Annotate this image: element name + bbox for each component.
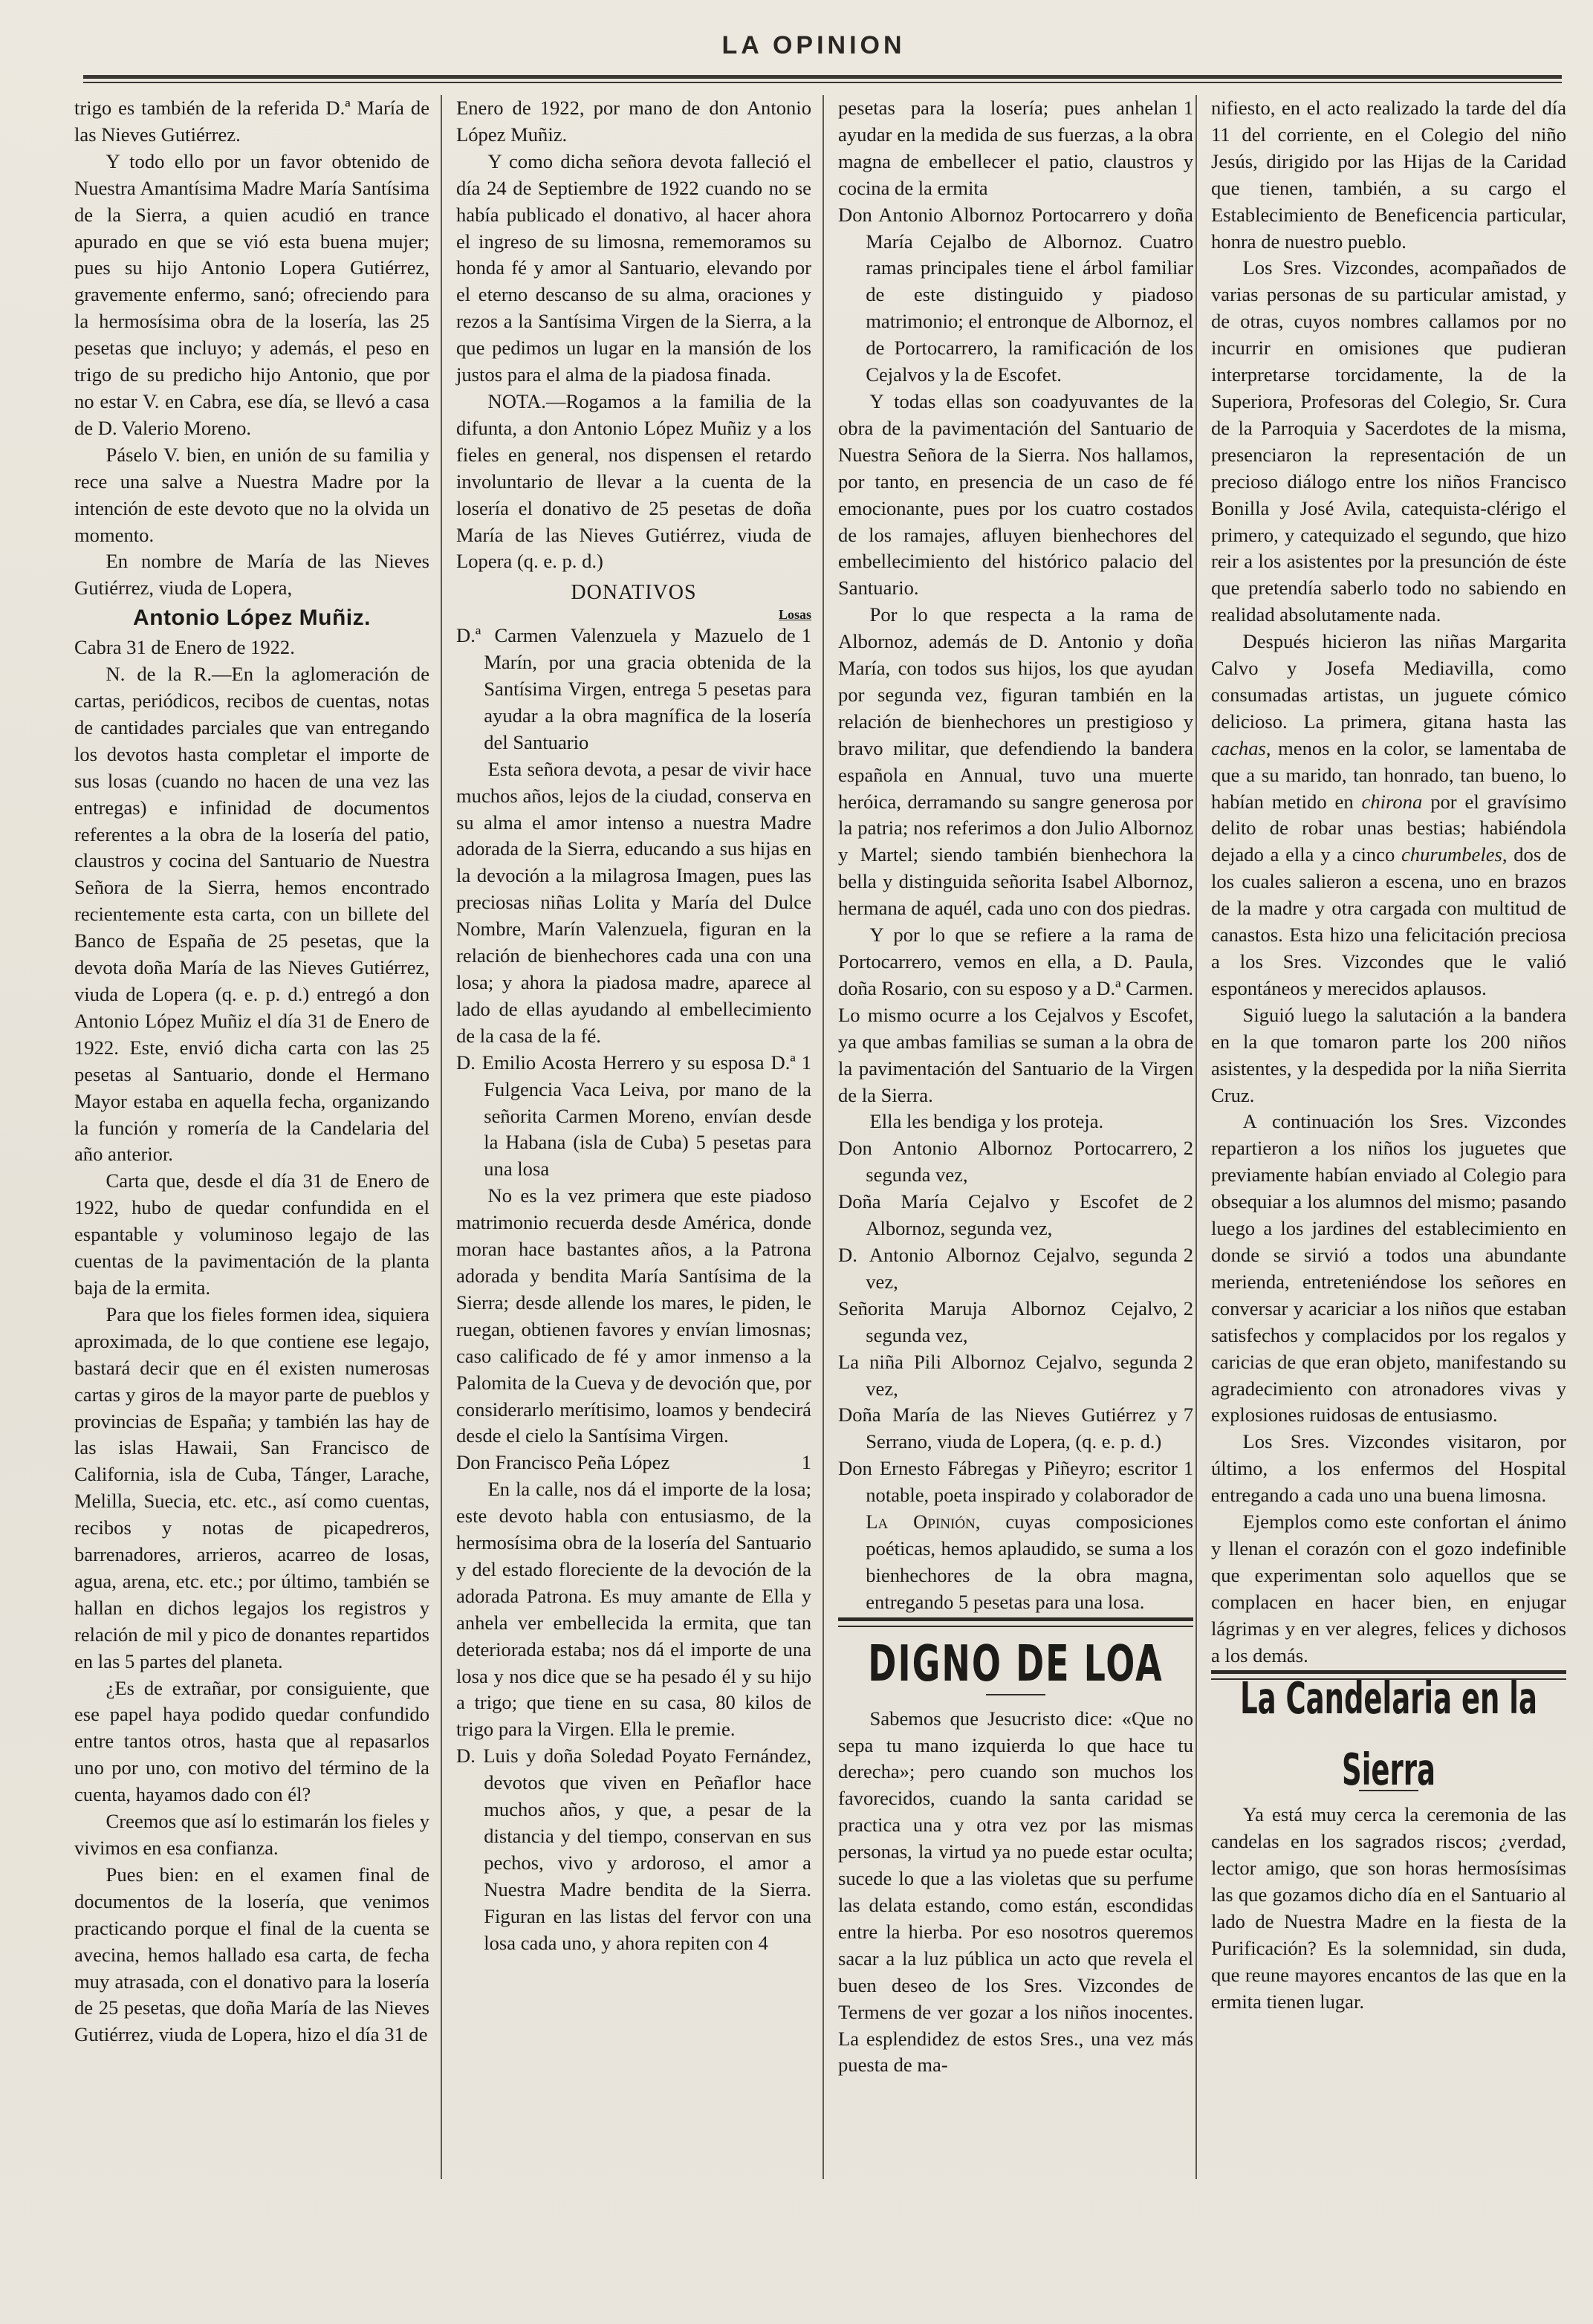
paragraph: Sabemos que Jesucristo dice: «Que no sepa tu mano izquierda lo que hace tu derecha»; pero cuando son muchos los favorecidos, cuando la santa caridad se practica una y otra vez por las mismas personas, la virtud ya no puede estar oculta; sucede lo que a las violetas que su perfume las delata estando, como están, escondidas entre la hierba. Por eso nosotros queremos sacar a la luz pública un acto que revela el buen deseo de los Sres. Vizcondes de Termens de ver gozar a los niños inocentes. La esplendidez de estos Sres., una vez más puesta de ma- <box>838 1707 1193 2077</box>
losas-label: Losas <box>778 607 811 623</box>
donation-amount: 1 <box>1183 1457 1193 1480</box>
column-separator-3 <box>1195 95 1197 2179</box>
paragraph: trigo es también de la referida D.ª María de las Nieves Gutiérrez. <box>74 97 429 146</box>
paragraph: Ejemplos como este confortan el ánimo y llenan el corazón con el gozo indefinible que experimentan solo aquellos que se complacen en hacer bien, en enjugar lágrimas y en ver alegres, felices y dichosos a los demás. <box>1211 1510 1566 1666</box>
italic-word: churumbeles <box>1401 843 1502 866</box>
donor-name: Señorita Maruja Albornoz Cejalvo, segunda vez, <box>838 1296 1178 1346</box>
donation-entry <box>838 1135 1193 1189</box>
donation-amount: 1 <box>1183 97 1193 119</box>
donativos-heading: DONATIVOS <box>571 581 697 605</box>
paragraph: En la calle, nos dá el importe de la losa; este devoto habla con entusiasmo, de la hermosísima obra de la losería del Santuario y del estado floreciente de la devoción de la adorada Patrona. Es muy amante de Ella y anhela ver embellecida la ermita, que tan deteriorada estaba; nos dá el importe de una losa y nos dice que se ha pesado él y su hijo a trigo; que tiene en su casa, 80 kilos de trigo para la Virgen. Ella le premie. <box>456 1478 811 1741</box>
section-rule <box>838 1617 1193 1621</box>
article-headline: La Candelaria en la Sierra <box>1240 1673 1537 1796</box>
page-header-title: LA OPINION <box>721 31 906 59</box>
donation-amount: 1 <box>801 624 811 647</box>
paragraph-text: , menos en la color, se lamentaba de que a su marido, tan honrado, tan bueno, lo habían metido en <box>1211 736 1566 813</box>
paragraph: A continuación los Sres. Vizcondes repartieron a los niños los juguetes que previamente habían enviado al Colegio para obsequiar a los alumnos del mismo; pasando luego a los jardines del establecimiento en donde se sirvió a todos una abundante merienda, entreteniéndose los señores en conversar y acariciar a los niños que estaban satisfechos y complacidos por los regalos y caricias de que eran objeto, manifestando su agradecimiento con atronadores vivas y explosiones ruidosas de entusiasmo. <box>1211 1110 1566 1426</box>
donation-entry <box>456 1743 811 1956</box>
letter-signature: Antonio López Muñiz. <box>133 606 371 631</box>
article-headline: DIGNO DE LOA <box>868 1634 1164 1692</box>
paragraph-text: Después hicieron las niñas Margarita Calvo y Josefa Mediavilla, como consumadas artistas, un juguete cómico delicioso. La primera, gitana hasta las <box>1211 630 1566 733</box>
donation-entry: Don Antonio Albornoz Portocarrero y doña María Cejalbo de Albornoz. Cuatro ramas principales tiene el árbol familiar de este distinguido y piadoso matrimonio; el entronque de Albornoz, el de Portocarrero, la ramificación de los Cejalvos y la de Escofet. <box>838 203 1193 386</box>
paragraph <box>1211 629 1566 1002</box>
donation-entry <box>838 1402 1193 1455</box>
header-rule-thin <box>83 82 1562 83</box>
donation-amount: 1 <box>801 1051 811 1074</box>
paragraph: N. de la R.—En la aglomeración de cartas, periódicos, recibos de cuentas, notas de cantidades parciales que van entregando los devotos hasta completar el importe de sus losas (cuando no hacen de una vez las entregas) e infinidad de documentos referentes a la obra de la losería del patio, claustros y cocina del Santuario de Nuestra Señora de la Sierra, hemos encontrado recientemente esta carta, con un billete del Banco de España de 25 pesetas, que la devota doña María de las Nieves Gutiérrez, viuda de Lopera (q. e. p. d.) entregó a don Antonio López Muñiz el día 31 de Enero de 1922. Este, envió dicha carta con las 25 pesetas al Santuario, donde el Hermano Mayor estaba en aquella fecha, organizando la función y romería de la Candelaria del año anterior. <box>74 663 429 1166</box>
italic-word: chirona <box>1361 790 1423 813</box>
column-separator-1 <box>441 95 442 2179</box>
donor-name: D.ª Carmen Valenzuela y Mazuelo de Marín, por una gracia obtenida de la Santísima Virgen, entrega 5 pesetas para ayudar a la obra magnífica de la losería del Santuario <box>456 624 811 753</box>
donation-entry <box>838 1242 1193 1296</box>
paragraph: Esta señora devota, a pesar de vivir hace muchos años, lejos de la ciudad, conserva en su alma el amor intenso a nuestra Madre adorada de la Sierra, educando a sus hijas en la devoción a la milagrosa Imagen, pues las preciosas niñas Lolita y María del Dulce Nombre, Marín Valenzuela, figuran en la relación de bienhechores cada una con una losa; y ahora la piadosa madre, aparece al lado de ellas ayudando al embellecimiento de la casa de la fé. <box>456 757 811 1047</box>
paragraph: Los Sres. Vizcondes, acompañados de varias personas de su particular amistad, y de otras, cuyos nombres callamos por no incurrir en omisiones que pudieran interpretarse torcidamente, la de la Superiora, Profesoras del Colegio, Sr. Cura de la Parroquia y Sacerdotes de la misma, presenciaron la representación de un precioso diálogo entre los niños Francisco Bonilla y José Avila, catequista-clérigo el primero, y catequizado el segundo, que hizo reir a los asistentes por la presunción de éste que pretendía saberlo todo no sabiendo en realidad absolutamente nada. <box>1211 256 1566 626</box>
column-1 <box>74 95 429 2048</box>
paragraph: Y por lo que se refiere a la rama de Portocarrero, vemos en ella, a D. Paula, doña Rosario, con su esposo y a D.ª Carmen. Lo mismo ocurre a los Cejalvos y Escofet, ya que ambas familias se suman a la obra de la pavimentación del Santuario de la Virgen de la Sierra. <box>838 924 1193 1106</box>
donation-amount: 2 <box>1183 1190 1193 1213</box>
donation-amount: 2 <box>1183 1137 1193 1160</box>
paragraph: Creemos que así lo estimarán los fieles y vivimos en esa confianza. <box>74 1810 429 1859</box>
paragraph: Ella les bendiga y los proteja. <box>869 1110 1104 1133</box>
paragraph-text: pesetas para la losería; pues anhelan ayudar en la medida de sus fuerzas, a la obra magna de embellecer el patio, claustros y cocina de la ermita <box>838 97 1193 199</box>
paragraph: No es la vez primera que este piadoso matrimonio recuerda desde América, donde moran hace bastantes años, a la Patrona adorada y bendita María Santísima de la Sierra; desde allende los mares, le piden, le ruegan, obtienen favores y envían limosnas; caso calificado de fé y amor inmenso a la Palomita de la Cueva y de devoción que, por considerarlo merítisimo, loamos y bendecirá desde el cielo la Santísima Virgen. <box>456 1184 811 1447</box>
paragraph <box>838 95 1193 202</box>
paragraph: Y como dicha señora devota falleció el día 24 de Septiembre de 1922 cuando no se había publicado el donativo, al hacer ahora el ingreso de su limosna, rememoramos su honda fé y amor al Santuario, elevando por el eterno descanso de su alma, oraciones y rezos a la Santísima Virgen de la Sierra, a la que pedimos un lugar en la mansión de los justos para el alma de la piadosa finada. <box>456 149 811 386</box>
header-rule <box>83 75 1562 79</box>
dateline: Cabra 31 de Enero de 1922. <box>74 636 295 659</box>
paragraph: Páselo V. bien, en unión de su familia y rece una salve a Nuestra Madre por la intención de este devoto que no la olvida un momento. <box>74 443 429 546</box>
donor-name: Don Ernesto Fábregas y Piñeyro; escritor notable, poeta inspirado y colaborador de <box>838 1457 1193 1507</box>
donation-amount: 1 <box>801 1451 811 1474</box>
donor-name: Don Antonio Albornoz Portocarrero, segunda vez, <box>838 1137 1178 1187</box>
paragraph: En nombre de María de las Nieves Gutiérrez, viuda de Lopera, <box>74 550 429 600</box>
donor-name: D. Antonio Albornoz Cejalvo, segunda vez, <box>838 1243 1178 1293</box>
paragraph: Pues bien: en el examen final de documentos de la losería, que venimos practicando porque el final de la cuenta se avecina, hemos hallado esa carta, de fecha muy atrasada, con el donativo para la losería de 25 pesetas, que doña María de las Nieves Gutiérrez, viuda de Lopera, hizo el día 31 de <box>74 1863 429 2046</box>
paragraph: Carta que, desde el día 31 de Enero de 1922, hubo de quedar confundida en el espantable y voluminoso legajo de las cuentas de la pavimentación de la planta baja de la ermita. <box>74 1169 429 1299</box>
donor-name: Don Francisco Peña López <box>456 1451 670 1474</box>
paragraph: Los Sres. Vizcondes visitaron, por último, a los enfermos del Hospital entregando a cada uno una buena limosna. <box>1211 1430 1566 1507</box>
paragraph: Y todo ello por un favor obtenido de Nuestra Amantísima Madre María Santísima de la Sierra, a quien acudió en trance apurado en que se vió esta buena mujer; pues su hijo Antonio Lopera Gutiérrez, gravemente enfermo, sanó; ofreciendo para la hermosísima obra de la losería, las 25 pesetas que incluyo; y además, el peso en trigo de su predicho hijo Antonio, que por no estar V. en Cabra, ese día, se llevó a casa de D. Valerio Moreno. <box>74 149 429 439</box>
paragraph-text: por el gravísimo delito de robar unas bestias; habiéndola dejado a ella y a cinco <box>1211 790 1566 866</box>
donor-name-cont: , cuyas composiciones poéticas, hemos aplaudido, se suma a los bienhechores de la obra magna, entregando 5 pesetas para una losa. <box>866 1510 1193 1613</box>
column-2 <box>456 95 811 1957</box>
donation-amount: 2 <box>1183 1296 1193 1320</box>
paragraph: nifiesto, en el acto realizado la tarde del día 11 del corriente, en el Colegio del niño Jesús, dirigido por las Hijas de la Caridad que tienen, también, a su cargo el Establecimiento de Beneficencia particular, honra de nuestro pueblo. <box>1211 97 1566 253</box>
paragraph: ¿Es de extrañar, por consiguiente, que ese papel haya podido quedar confundido entre tantos otros, hasta que al repasarlos uno por uno, con motivo del término de la cuenta, hayamos dado con él? <box>74 1676 429 1806</box>
donation-entry <box>838 1349 1193 1403</box>
paragraph: NOTA.—Rogamos a la familia de la difunta, a don Antonio López Muñiz y a los fieles en general, nos dispensen el retardo involuntario de llevar a la cuenta de la losería el donativo de 25 pesetas de doña María de las Nieves Gutiérrez, viuda de Lopera (q. e. p. d.) <box>456 389 811 573</box>
paragraph: Y todas ellas son coadyuvantes de la obra de la pavimentación del Santuario de Nuestra Señora de la Sierra. Nos hallamos, por tanto, en presencia de un caso de fé emocionante, pues por los cuatro costados de los ramajes, afluyen bienhechores del embellecimiento del histórico palacio del Santuario. <box>838 389 1193 600</box>
donation-entry <box>838 1296 1193 1349</box>
donor-name: La niña Pili Albornoz Cejalvo, segunda vez, <box>838 1350 1178 1400</box>
donation-amount: 7 <box>1183 1403 1193 1426</box>
donation-entry <box>456 1450 811 1476</box>
column-4 <box>1211 95 1566 2016</box>
paragraph: Siguió luego la salutación a la bandera en la que tomaron parte los 200 niños asistentes, y la despedida por la niña Sierrita Cruz. <box>1211 1003 1566 1106</box>
paragraph-text: , dos de los cuales salieron a escena, uno en brazos de la madre y otra cargada con multitud de canastos. Esta hizo una felicitación preciosa a los Sres. Vizcondes que le valió espontáneos y merecidos aplausos. <box>1211 843 1566 999</box>
paragraph: Para que los fieles formen idea, siquiera aproximada, de lo que contiene ese legajo, bastará decir que en él existen numerosas cartas y giros de la mayor parte de pueblos y provincias de España; y también las hay de las islas Hawaii, San Francisco de California, isla de Cuba, Tánger, Larache, Melilla, Suecia, etc. etc., así como cuentas, recibos y notas de picapedreros, barrenadores, arrieros, acarreo de losas, agua, arena, etc. etc.; por último, también se hallan en dichos legajos los registros y relación de mil y pico de donantes repartidos en las 5 partes del planeta. <box>74 1302 429 1672</box>
paragraph: Por lo que respecta a la rama de Albornoz, además de D. Antonio y doña María, con todos sus hijos, los que ayudan por segunda vez, figuran también en la relación de bienhechores un prestigioso y bravo militar, que defendiendo la bandera española en Annual, tuvo una muerte heróica, derramando su sangre generosa por la patria; nos referimos a don Julio Albornoz y Martel; siendo también bienhechora la bella y distinguida señorita Isabel Albornoz, hermana de aquél, cada uno con dos piedras. <box>838 603 1193 920</box>
donor-name: D. Emilio Acosta Herrero y su esposa D.ª Fulgencia Vaca Leiva, por mano de la señorita Carmen Moreno, envían desde la Habana (isla de Cuba) 5 pesetas para una losa <box>456 1051 811 1181</box>
donation-entry <box>838 1455 1193 1615</box>
column-separator-2 <box>823 95 824 2179</box>
donor-name: D. Luis y doña Soledad Poyato Fernández, devotos que viven en Peñaflor hace muchos años, y que, a pesar de la distancia y del tiempo, conservan en sus pechos, vivo y ardoroso, el amor a Nuestra Madre bendita de la Sierra. Figuran en las listas del fervor con una losa cada uno, y ahora repiten con 4 <box>456 1744 811 1954</box>
newspaper-name: La Opinión <box>866 1510 976 1533</box>
donation-entry <box>838 1189 1193 1242</box>
donation-amount: 2 <box>1183 1350 1193 1373</box>
donation-entry <box>456 1050 811 1184</box>
paragraph: Ya está muy cerca la ceremonia de las candelas en los sagrados riscos; ¿verdad, lector amigo, que son horas hermosísimas las que gozamos dicho día en el Santuario al lado de Nuestra Madre en la fiesta de la Purificación? Es la solemnidad, sin duda, que reune mayores encantos de las que en la ermita tienen lugar. <box>1211 1803 1566 2013</box>
donation-amount: 2 <box>1183 1243 1193 1266</box>
donor-name: Doña María Cejalvo y Escofet de Albornoz, segunda vez, <box>838 1190 1178 1240</box>
donation-entry <box>456 623 811 756</box>
italic-word: cachas <box>1211 736 1266 759</box>
column-3 <box>838 95 1193 2079</box>
donor-name: Doña María de las Nieves Gutiérrez y Serrano, viuda de Lopera, (q. e. p. d.) <box>838 1403 1178 1453</box>
paragraph: Enero de 1922, por mano de don Antonio López Muñiz. <box>456 97 811 146</box>
